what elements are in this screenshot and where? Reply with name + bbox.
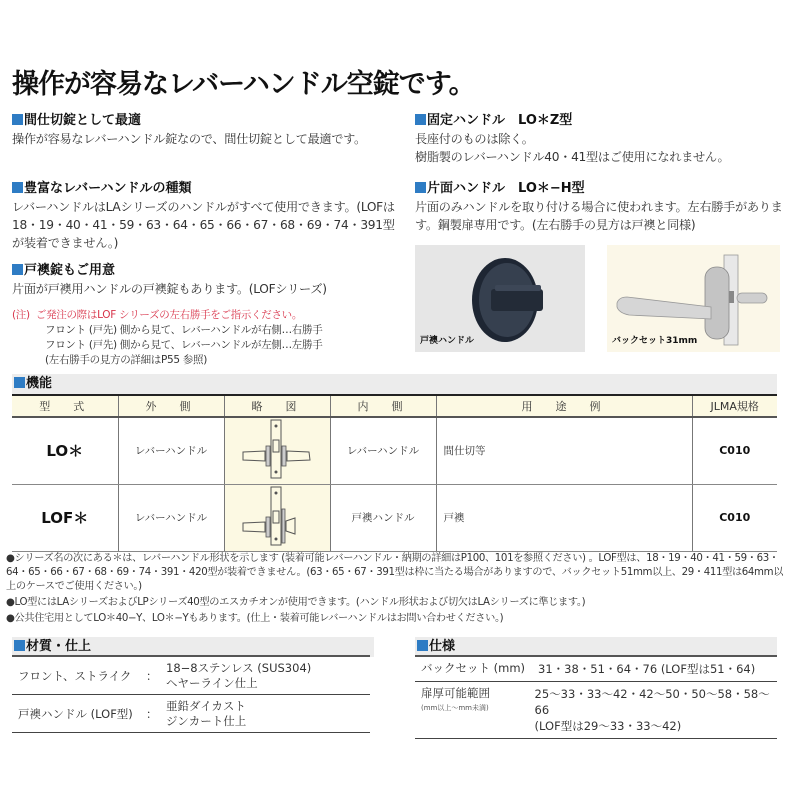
col-header-use: 用 途 例 [436,395,692,417]
section-body-line: 片面のみハンドルを取り付ける場合に使われます。左右勝手があります。鋼製扉専用です。(左右勝手の見方は戸襖と同様) [415,200,783,232]
specs-value: 25〜33・33〜42・42〜50・50〜58・58〜66 [534,687,770,717]
section-heading: 固定ハンドル LO＊Z型 [427,113,573,128]
note-line: フロント (戸先) 側から見て、レバーハンドルが右側…右勝手 [45,324,323,336]
specs-table [415,655,777,739]
cell-diagram [224,484,330,551]
table-header-row [12,395,777,417]
materials-label: 戸襖ハンドル (LOF型) [18,707,133,721]
section-heading: 戸襖錠もご用意 [24,263,116,278]
section-partition-lock [12,112,402,148]
section-heading: 間仕切錠として最適 [24,113,142,128]
specs-row [415,682,777,739]
specs-value: (LOF型は29〜33・33〜42) [534,719,682,733]
specs-value: 31・38・51・64・76 (LOF型は51・64) [538,662,756,676]
function-table [12,394,777,552]
blue-square-icon [14,377,25,388]
section-privacy-lock [12,262,402,298]
table-row [12,417,777,484]
photo-label: 戸襖ハンドル [420,336,475,346]
lever-and-privacy-diagram-icon [237,485,317,547]
order-note [12,308,402,368]
cell-jlma: C010 [692,417,777,484]
lever-lockset-photo [607,245,780,352]
section-body-line: 長座付のものは除く。 [415,132,534,146]
section-body: 片面が戸襖用ハンドルの戸襖錠もあります。(LOFシリーズ) [12,282,327,296]
col-header-outside: 外 側 [118,395,224,417]
footnote: ●シリーズ名の次にある＊は、レバーハンドル形状を示します (装着可能レバーハンドル・納期の詳細はP100、101を参照ください) 。LOF型は、18・19・40・41・59・63・64・65・66・67・68・69・74・391・420型が装着できません。(63・65・67・391型は枠に当たる場合がありますので、バックセット51mm以上、29・411型は64mm以上のケースでご使用ください。) [6,553,784,592]
specs-label: バックセット (mm) [421,661,526,675]
cell-inside: レバーハンドル [330,417,436,484]
section-fixed-handle [415,112,790,166]
cell-use: 間仕切等 [436,417,692,484]
materials-value: 18−8ステンレス (SUS304) [166,661,312,675]
materials-row: フロント、ストライク ： 18−8ステンレス (SUS304) ヘヤーライン仕上 [12,655,370,695]
footnote: ●LO型にはLAシリーズおよびLPシリーズ40型のエスカチオンが使用できます。(ハンドル形状および切欠はLAシリーズに準じます。) [6,597,586,608]
specs-label: 扉厚可能範囲 [421,686,490,700]
note-prefix: (注) [12,309,30,321]
note-line: フロント (戸先) 側から見て、レバーハンドルが左側…左勝手 [45,339,323,351]
specs-sublabel: (mm以上〜mm未満) [421,704,489,712]
section-heading: 豊富なレバーハンドルの種類 [24,181,192,196]
blue-square-icon [417,640,428,651]
col-header-inside: 内 側 [330,395,436,417]
materials-value: 亜鉛ダイカスト [166,699,246,713]
page-title: 操作が容易なレバーハンドル空錠です。 [12,69,475,100]
materials-section-title: 材質・仕上 [12,637,374,657]
note-line: (左右勝手の見方の詳細はP55 参照) [45,354,208,366]
note-red-text: ご発注の際はLOF シリーズの左右勝手をご指示ください。 [35,309,303,321]
cell-use: 戸襖 [436,484,692,551]
blue-square-icon [14,640,25,651]
section-body-line: 樹脂製のレバーハンドル40・41型はご使用になれません。 [415,150,730,164]
blue-square-icon [12,264,23,275]
materials-label: フロント、ストライク [18,669,132,683]
col-header-diagram: 略 図 [224,395,330,417]
specs-section-title: 仕様 [415,637,777,657]
cell-jlma: C010 [692,484,777,551]
cell-diagram [224,417,330,484]
cell-model: LO＊ [12,417,118,484]
specs-row [415,655,777,682]
cell-model: LOF＊ [12,484,118,551]
section-lever-varieties [12,180,402,252]
blue-square-icon [12,182,23,193]
materials-row: 戸襖ハンドル (LOF型) ： 亜鉛ダイカスト ジンカート仕上 [12,695,370,733]
lever-both-sides-diagram-icon [237,418,317,480]
cell-outside: レバーハンドル [118,484,224,551]
materials-value: ヘヤーライン仕上 [166,676,258,690]
privacy-handle-photo [415,245,585,352]
footnote: ●公共住宅用としてLO＊40−Y、LO＊−Yもあります。(仕上・装着可能レバーハンドルはお問い合わせください。) [6,613,504,624]
cell-inside: 戸襖ハンドル [330,484,436,551]
materials-value: ジンカート仕上 [166,714,247,728]
col-header-jlma: JLMA規格 [692,395,777,417]
blue-square-icon [12,114,23,125]
materials-table [12,655,370,733]
section-body: 操作が容易なレバーハンドル錠なので、間仕切錠として最適です。 [12,132,366,146]
photo-label: バックセット31mm [612,336,698,346]
cell-outside: レバーハンドル [118,417,224,484]
blue-square-icon [415,114,426,125]
col-header-model: 型 式 [12,395,118,417]
section-single-side-handle [415,180,790,234]
section-heading: 片面ハンドル LO＊−H型 [427,181,585,196]
blue-square-icon [415,182,426,193]
footnotes [6,552,791,628]
function-section-title: 機能 [12,374,777,394]
section-body: レバーハンドルはLAシリーズのハンドルがすべて使用できます。(LOFは18・19・40・41・59・63・64・65・66・67・68・69・74・391型が装着できません。) [12,200,395,250]
table-row [12,484,777,551]
